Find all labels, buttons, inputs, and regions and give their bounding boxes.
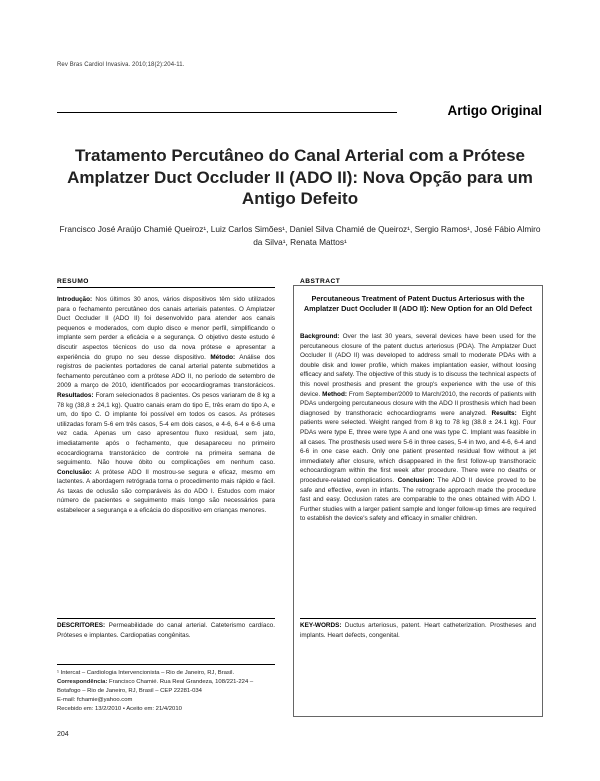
abstract-keywords	[300, 621, 536, 640]
section-label: Artigo Original	[447, 103, 542, 118]
descritores-text: Permeabilidade do canal arterial. Cateterismo cardíaco. Próteses e implantes. Cardiopatias congênitas.	[57, 622, 275, 639]
footnote	[57, 669, 277, 714]
abstract-method-text: From September/2009 to March/2010, the records of patients with PDAs undergoing percutaneous closure with the ADO II prosthesis which had been diagnosed by transthoracic echocardiograms were analyzed.	[300, 390, 537, 417]
footnote-email: E-mail: fchamie@yahoo.com	[57, 697, 133, 703]
correspondence-text: Francisco Chamié. Rua Real Grandeza, 108/221-224 – Botafogo – Rio de Janeiro, RJ, Brasil – CEP 22281-034	[57, 679, 254, 694]
article-title: Tratamento Percutâneo do Canal Arterial com a Prótese Amplatzer Duct Occluder II (ADO II): Nova Opção para um Antigo Defeito	[67, 146, 533, 208]
footnote-correspondence	[57, 678, 277, 696]
keywords-label: KEY-WORDS:	[300, 622, 342, 629]
resumo-heading-rule	[57, 287, 275, 288]
keywords-text: Ductus arteriosus, patent. Heart catheterization. Prostheses and implants. Heart defects, congenital.	[300, 622, 536, 639]
journal-reference: Rev Bras Cardiol Invasiva. 2010;18(2):204-11.	[57, 62, 185, 68]
resumo-intro-text: Nos últimos 30 anos, vários dispositivos têm sido utilizados para o fechamento percutâneo dos canais arteriais patentes. O Amplatzer Duct Occluder II (ADO II) foi desenvolvido para atender aos canais pequenos e moderados, com duplo disco e menor perfil, simplificando o implante sem perder a eficácia e a segurança. O objetivo deste estudo é discutir aspectos técnicos do uso da nova prótese e apresentar a experiência do grupo no seu desse dispositivo.	[57, 296, 275, 361]
abstract-conclusion-label: Conclusion:	[397, 476, 435, 484]
abstract-method-label: Method:	[322, 390, 347, 398]
section-header-rule	[57, 112, 397, 113]
footnote-affiliation: ¹ Intercat – Cardiologia Intervencionista – Rio de Janeiro, RJ, Brasil.	[57, 670, 235, 676]
abstract-conclusion-text: The ADO II device proved to be safe and effective, even in infants. The retrograde approach made the procedure fast and easy. Occlusion rates are comparable to the ones obtained with ADO I. Further studies with a larger patient sample and longer follow-up times are required to establish the device's safety and efficacy in smaller children.	[300, 476, 537, 523]
descritores-label: DESCRITORES:	[57, 622, 106, 629]
abstract-results-text: Eight patients were selected. Weight ranged from 8 kg to 78 kg (38.8 ± 24.1 kg). Four PDAs were type E, three were type A and one was type C. Implant was feasible in all cases. The prosthesis used were 5-6 in three cases, 5-4 in two, and 4-6, 6-4 and 6-6 in one case each. Only one patient presented residual flow without a jet immediately after closure, which disappeared in the first follow-up transthoracic echocardiogram within the first week after procedure. There were no deaths or procedure-related complications.	[300, 409, 537, 484]
abstract-background-text: Over the last 30 years, several devices have been used for the percutaneous closure of the patent ductus arteriosus (PDA). The Amplatzer Duct Occluder II (ADO II) was developed to address small to moderate PDAs with a double disk and lower profile, which makes implantation easier, without loosing efficacy and safety. The objective of this study is to discuss the technical aspects of this novel prosthesis and present the group's experience with the use of this device.	[300, 333, 536, 398]
abstract-heading: ABSTRACT	[300, 278, 341, 285]
resumo-intro-label: Introdução:	[57, 296, 93, 303]
keywords-rule	[300, 618, 536, 619]
correspondence-label: Correspondência:	[57, 679, 108, 685]
footnote-rule	[57, 664, 275, 665]
descritores-rule	[57, 618, 275, 619]
resumo-conclusao-label: Conclusão:	[57, 468, 92, 476]
resumo-descritores	[57, 621, 275, 640]
resumo-metodo-label: Método:	[210, 353, 236, 361]
author-list: Francisco José Araújo Chamié Queiroz¹, Luiz Carlos Simões¹, Daniel Silva Chamié de Queiroz¹, Sergio Ramos¹, José Fábio Almiro da Silva¹, Renata Mattos¹	[59, 224, 541, 247]
resumo-metodo-text: Análise dos registros de pacientes portadores de canal arterial patente submetidos a fechamento percutâneo com a prótese ADO II, no período de setembro de 2009 a março de 2010, identificados por ecocardiogramas transtorácicos.	[57, 353, 276, 390]
abstract-body	[300, 332, 536, 524]
abstract-results-label: Results:	[491, 409, 517, 417]
abstract-title: Percutaneous Treatment of Patent Ductus Arteriosus with the Amplatzer Duct Occluder II (ADO II): New Option for an Old Defect	[303, 294, 533, 313]
resumo-resultados-label: Resultados:	[57, 391, 94, 399]
resumo-resultados-text: Foram selecionados 8 pacientes. Os pesos variaram de 8 kg a 78 kg (38,8 ± 24,1 kg). Quatro canais eram do tipo E, três eram do tipo A, e um, do tipo C. O implante foi possível em todos os casos. As próteses utilizadas foram 5-6 em três casos, 5-4 em dois casos, e 4-6, 6-4 e 6-6 uma vez cada. Apenas um caso apresentou fluxo residual, sem jato, imediatamente após o fechamento, que desapareceu no primeiro ecocardiograma transtorácico de controle na primeira semana de seguimento. Não houve óbito ou complicações em nenhum caso.	[57, 391, 275, 467]
resumo-conclusao-text: A prótese ADO II mostrou-se segura e eficaz, mesmo em lactentes. A abordagem retrógrada torna o procedimento mais rápido e fácil. As taxas de oclusão são comparáveis às do ADO I. Estudos com maior número de pacientes e seguimento mais longo são necessários para estabelecer a segurança e a eficácia do dispositivo em crianças menores.	[57, 468, 275, 515]
resumo-body	[57, 295, 275, 516]
abstract-background-label: Background:	[300, 333, 340, 340]
page-number: 204	[57, 731, 69, 738]
footnote-received: Recebido em: 13/2/2010 • Aceito em: 21/4/2010	[57, 706, 182, 712]
resumo-heading: RESUMO	[57, 278, 89, 285]
